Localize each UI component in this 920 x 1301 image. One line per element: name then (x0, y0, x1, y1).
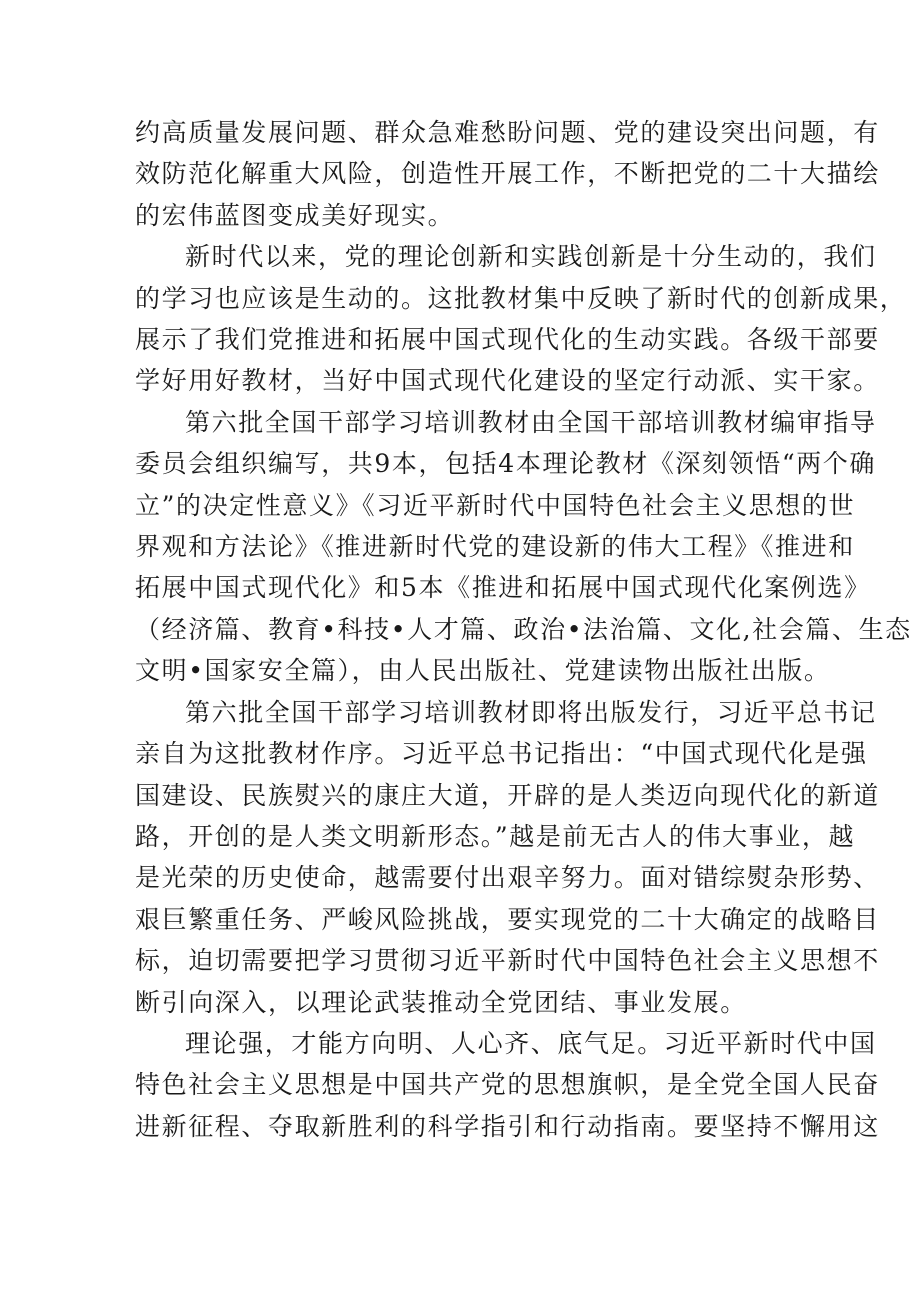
text-line: 立”的决定性意义》《习近平新时代中国特色社会主义思想的世 (135, 490, 856, 520)
text-line: 的宏伟蓝图变成美好现实。 (135, 200, 455, 230)
text-line: 的学习也应该是生动的。这批教材集中反映了新时代的创新成果， (135, 283, 907, 313)
text-line: 效防范化解重大风险，创造性开展工作，不断把党的二十大描绘 (135, 159, 880, 189)
text-line: 第六批全国干部学习培训教材即将出版发行，习近平总书记 (185, 697, 877, 727)
text-line: 文明•国家安全篇），由人民出版社、党建读物出版社出版。 (135, 656, 831, 686)
document-body (135, 112, 912, 1147)
text-line: 理论强，才能方向明、人心齐、底气足。习近平新时代中国 (185, 1028, 877, 1058)
paragraph-1 (135, 112, 880, 236)
text-line: 标，迫切需要把学习贯彻习近平新时代中国特色社会主义思想不 (135, 946, 880, 976)
paragraph-3 (135, 402, 912, 692)
text-line: 展示了我们党推进和拓展中国式现代化的生动实践。各级干部要 (135, 325, 880, 355)
text-line: 亲自为这批教材作序。习近平总书记指出：“中国式现代化是强 (135, 739, 868, 769)
text-line: 艰巨繁重任务、严峻风险挑战，要实现党的二十大确定的战略目 (135, 904, 880, 934)
text-line: 约高质量发展问题、群众急难愁盼问题、党的建设突出问题，有 (135, 118, 880, 147)
text-line: 断引向深入，以理论武装推动全党团结、事业发展。 (135, 987, 747, 1017)
text-line: 第六批全国干部学习培训教材由全国干部培训教材编审指导 (185, 407, 877, 437)
text-line: （经济篇、教育•科技•人才篇、政治•法治篇、文化,社会篇、生态 (135, 614, 912, 644)
text-line: 进新征程、夺取新胜利的科学指引和行动指南。要坚持不懈用这 (135, 1111, 880, 1141)
text-line: 学好用好教材，当好中国式现代化建设的坚定行动派、实干家。 (135, 366, 880, 396)
text-line: 路，开创的是人类文明新形态。”越是前无古人的伟大事业，越 (135, 821, 856, 851)
text-line: 委员会组织编写，共9本，包括4本理论教材《深刻领悟“两个确 (135, 449, 876, 479)
text-line: 新时代以来，党的理论创新和实践创新是十分生动的，我们 (185, 242, 877, 272)
paragraph-5 (135, 1023, 880, 1147)
paragraph-2 (135, 236, 907, 402)
text-line: 特色社会主义思想是中国共产党的思想旗帜，是全党全国人民奋 (135, 1070, 880, 1100)
text-line: 拓展中国式现代化》和5本《推进和拓展中国式现代化案例选》 (135, 573, 871, 603)
text-line: 界观和方法论》《推进新时代党的建设新的伟大工程》《推进和 (135, 532, 855, 562)
paragraph-4 (135, 692, 880, 1023)
text-line: 国建设、民族熨兴的康庄大道，开辟的是人类迈向现代化的新道 (135, 780, 880, 810)
text-line: 是光荣的历史使命，越需要付出艰辛努力。面对错综熨杂形势、 (135, 863, 880, 893)
